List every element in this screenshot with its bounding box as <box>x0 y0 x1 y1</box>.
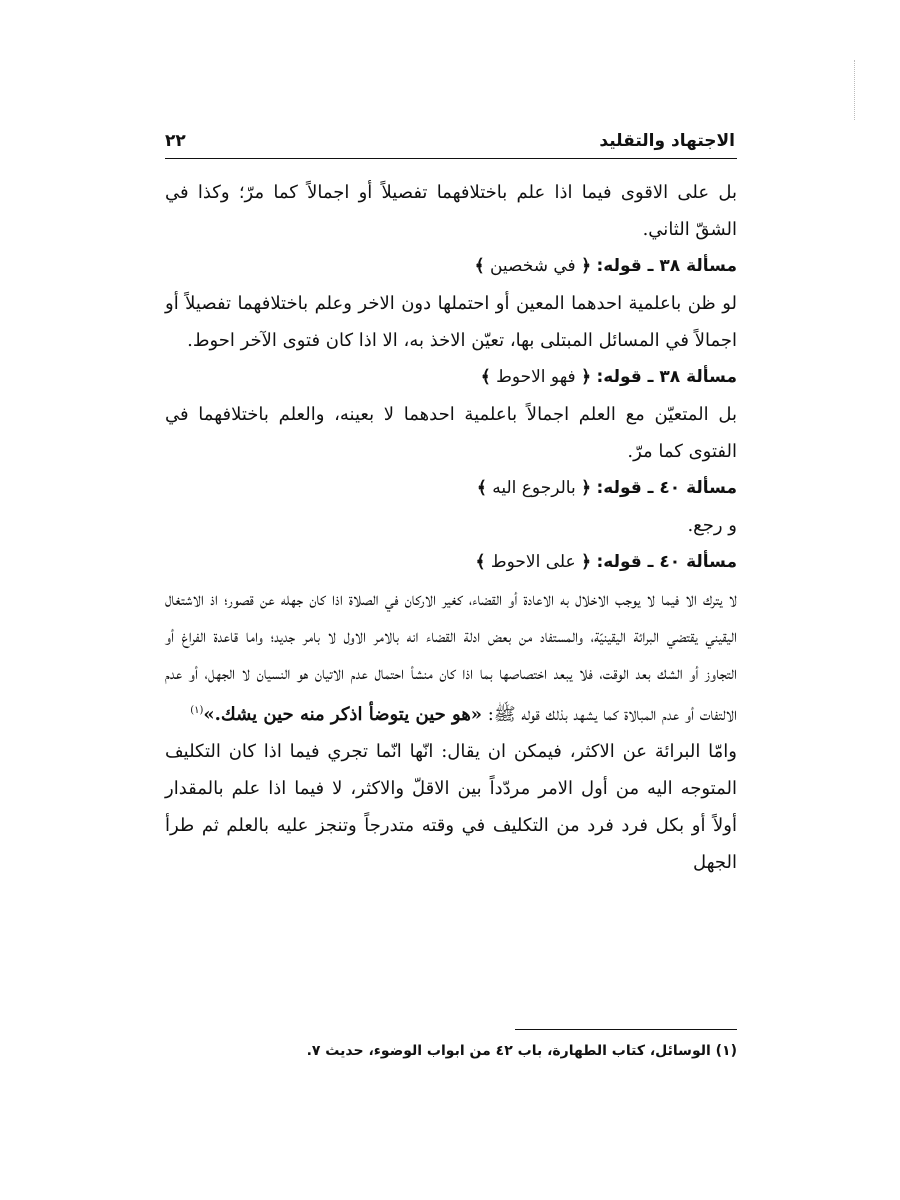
footnote-ref: (١) <box>190 705 204 716</box>
issue-heading: مسألة ٣٨ ـ قوله: ﴿ في شخصين ﴾ <box>474 256 737 276</box>
issue-quote: على الاحوط <box>490 552 576 572</box>
issue-heading: مسألة ٣٨ ـ قوله: ﴿ فهو الاحوط ﴾ <box>480 367 737 387</box>
paragraph: لو ظن باعلمية احدهما المعين أو احتملها دون الاخر وعلم باختلافهما تفصيلاً أو اجمالاً في المسائل المبتلى بها، تعيّن الاخذ به، الا اذا كان فتوى الآخر احوط. <box>165 293 737 351</box>
issue-label: مسألة ٤٠ ـ قوله: <box>596 478 737 498</box>
issue-quote: بالرجوع اليه <box>492 478 576 498</box>
hadith-quote: «هو حين يتوضأ اذكر منه حين يشك.» <box>203 704 483 725</box>
issue-label: مسألة ٣٨ ـ قوله: <box>596 367 737 387</box>
paragraph-text: لا يترك الا فيما لا يوجب الاخلال به الاعادة أو القضاء، كغير الاركان في الصلاة اذا كان جهله عن قصور؛ اذ الاشتغال اليقيني يقتضي البرائة اليقينيّة، والمستفاد من بعض ادلة القضاء انه بالامر الاول لا بامر جديد؛ واما قاعدة الفراغ أو التجاوز أو الشك بعد الوقت، فلا يبعد اختصاصها بما اذا كان منشأ احتمال عدم الاتيان هو النسيان لا الجهل، أو عدم الالتفات أو عدم المبالاة كما يشهد بذلك قوله ﷺ: <box>165 589 737 725</box>
issue-quote: فهو الاحوط <box>496 367 576 387</box>
paragraph: وامّا البرائة عن الاكثر، فيمكن ان يقال: انّها انّما تجري فيما اذا كان التكليف المتوجه اليه من أول الامر مردّداً بين الاقلّ والاكثر، لا فيما اذا علم بالمقدار أولاً أو بكل فرد فرد من التكليف في وقته متدرجاً وتنجز عليه بالعلم ثم طرأ الجهل <box>165 741 737 873</box>
issue-label: مسألة ٤٠ ـ قوله: <box>596 552 737 572</box>
footnote: (١) الوسائل، كتاب الطهارة، باب ٤٢ من ابواب الوضوء، حديث ٧. <box>306 1043 737 1059</box>
page-number: ٢٢ <box>165 131 186 151</box>
footnote-rule <box>515 1029 737 1030</box>
header-rule <box>165 158 737 159</box>
body-text <box>165 174 737 881</box>
header-title: الاجتهاد والتقليد <box>599 131 735 151</box>
issue-quote: في شخصين <box>489 256 576 276</box>
issue-label: مسألة ٣٨ ـ قوله: <box>596 256 737 276</box>
page-header <box>165 128 735 158</box>
paragraph: بل على الاقوى فيما اذا علم باختلافهما تفصيلاً أو اجمالاً كما مرّ؛ وكذا في الشقّ الثاني. <box>165 182 737 240</box>
issue-heading: مسألة ٤٠ ـ قوله: ﴿ بالرجوع اليه ﴾ <box>476 478 737 498</box>
issue-heading: مسألة ٤٠ ـ قوله: ﴿ على الاحوط ﴾ <box>475 552 737 572</box>
paragraph <box>165 581 737 733</box>
paragraph: بل المتعيّن مع العلم اجمالاً باعلمية احدهما لا بعينه، والعلم باختلافهما في الفتوى كما مرّ. <box>165 404 737 462</box>
paragraph: و رجع. <box>687 515 737 536</box>
margin-mark <box>850 60 855 120</box>
